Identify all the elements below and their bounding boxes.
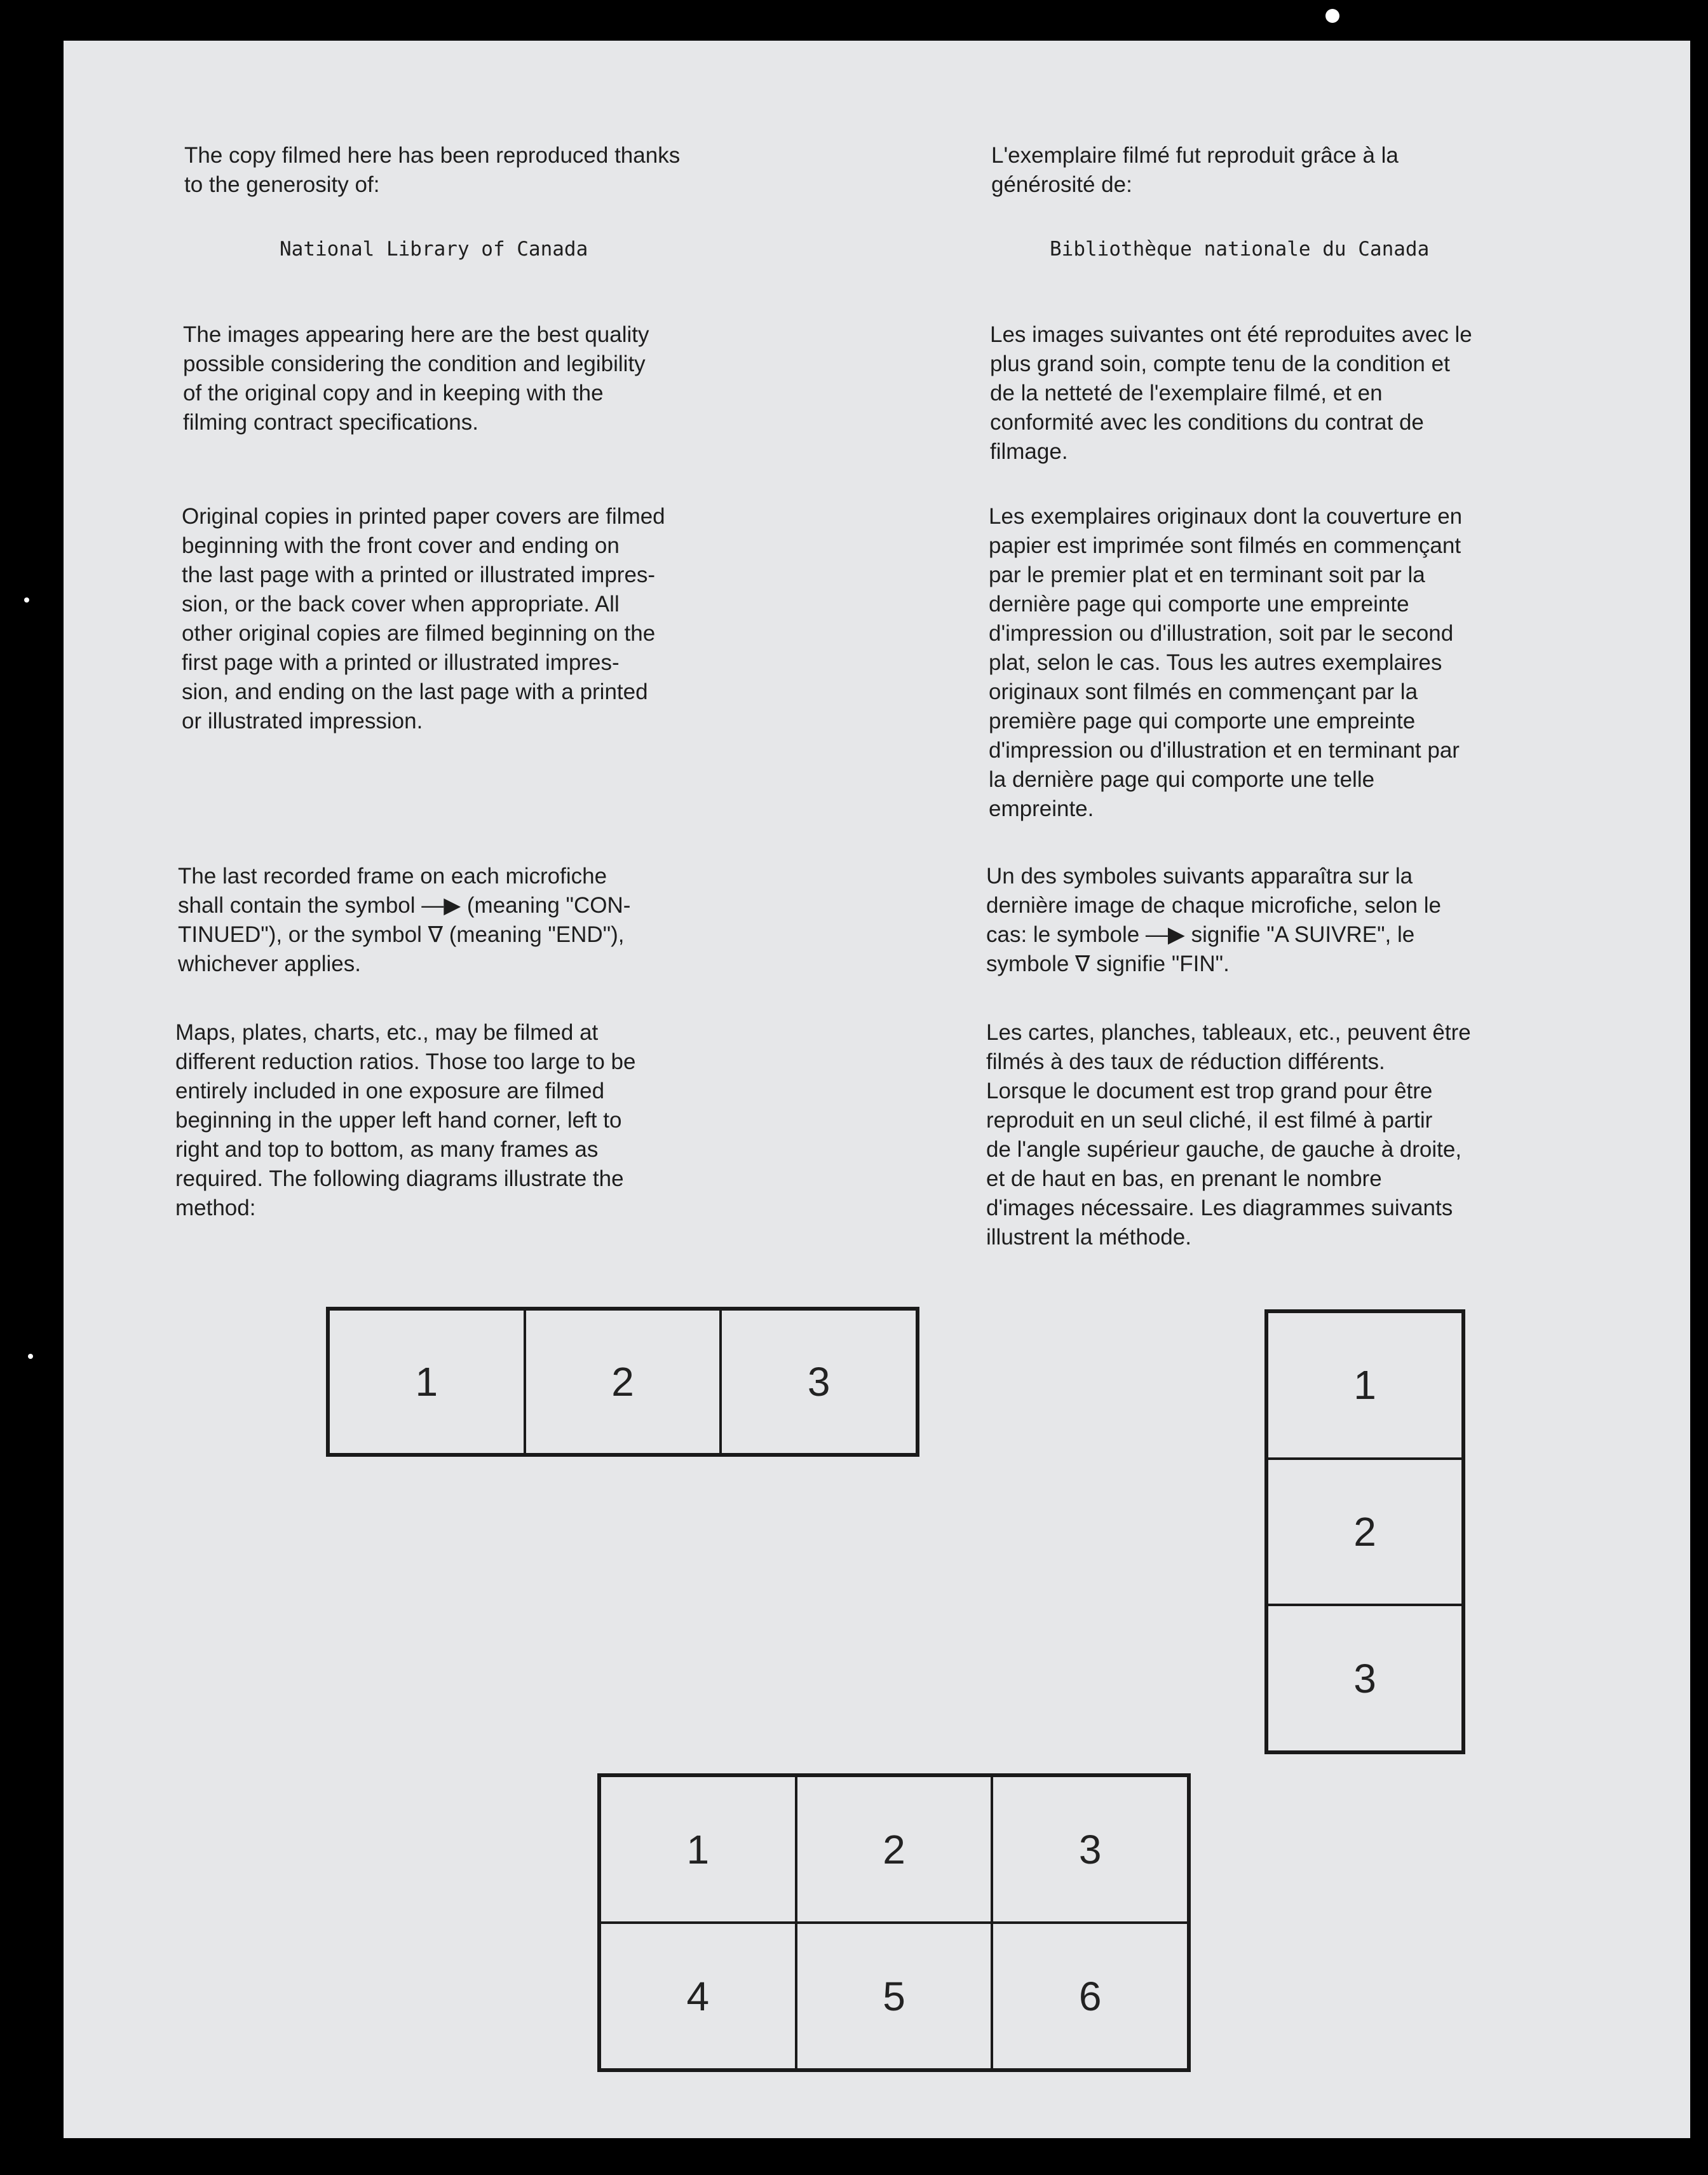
frame-cell: 2 (525, 1309, 721, 1454)
film-speck (1325, 9, 1339, 23)
frame-cell: 2 (1267, 1459, 1463, 1606)
intro-fr: L'exemplaire filmé fut reproduit grâce à la générosité de: (991, 143, 1399, 197)
intro-en: The copy filmed here has been reproduced thanks to the generosity of: (184, 143, 681, 197)
maps-en: Maps, plates, charts, etc., may be filmed at different reduction ratios. Those too large to be entirely included in one exposure are filmed beginning in the upper left hand corner, left to right and top to bottom, as many frames as required. The following diagrams illustrate the method: (175, 1020, 636, 1220)
frame-cell: 3 (992, 1776, 1188, 1923)
original-copies-en: Original copies in printed paper covers are filmed beginning with the front cover and ending on the last page with a printed or illustrated impres- sion, or the back cover when appropriate. All other original copies are filmed beginning on the first page with a printed or illustrated impres- sion, and ending on the last page with a printed or illustrated impression. (182, 504, 665, 733)
frame-cell: 3 (1267, 1605, 1463, 1752)
diagram-vertical (1264, 1309, 1465, 1754)
symbols-fr: Un des symboles suivants apparaîtra sur la dernière image de chaque microfiche, selon le cas: le symbole —▶ signifie "A SUIVRE", le symbole ∇ signifie "FIN". (986, 864, 1441, 976)
frame-cell: 5 (796, 1923, 993, 2069)
frame-cell: 1 (1267, 1312, 1463, 1459)
filming-notice-sheet (64, 41, 1690, 2138)
images-quality-fr: Les images suivantes ont été reproduites avec le plus grand soin, compte tenu de la condition et de la netteté de l'exemplaire filmé, et en conformité avec les conditions du contrat de filmage. (990, 322, 1472, 464)
diagram-grid (597, 1773, 1191, 2072)
frame-cell: 4 (600, 1923, 796, 2069)
frame-cell: 3 (721, 1309, 917, 1454)
original-copies-fr: Les exemplaires originaux dont la couverture en papier est imprimée sont filmés en commençant par le premier plat et en terminant soit par la dernière page qui comporte une empreinte d'impression ou d'illustration, soit par le second plat, selon le cas. Tous les autres exemplaires originaux sont filmés en commençant par la première page qui comporte une empreinte d'impression ou d'illustration et en terminant par la dernière page qui comporte une telle empreinte. (989, 504, 1463, 821)
images-quality-en: The images appearing here are the best quality possible considering the condition and legibility of the original copy and in keeping with the filming contract specifications. (183, 322, 649, 435)
library-name-en: National Library of Canada (280, 238, 588, 261)
diagram-horizontal (326, 1307, 919, 1457)
frame-cell: 6 (992, 1923, 1188, 2069)
symbols-en: The last recorded frame on each microfiche shall contain the symbol —▶ (meaning "CON- TINUED"), or the symbol ∇ (meaning "END"), whichever applies. (178, 864, 631, 976)
film-speck (24, 597, 29, 603)
film-speck (28, 1354, 33, 1359)
frame-cell: 1 (329, 1309, 525, 1454)
library-name-fr: Bibliothèque nationale du Canada (1050, 238, 1430, 261)
maps-fr: Les cartes, planches, tableaux, etc., peuvent être filmés à des taux de réduction différents. Lorsque le document est trop grand pour être reproduit en un seul cliché, il est filmé à partir de l'angle supérieur gauche, de gauche à droite, et de haut en bas, en prenant le nombre d'images nécessaire. Les diagrammes suivants illustrent la méthode. (986, 1020, 1471, 1250)
frame-cell: 1 (600, 1776, 796, 1923)
frame-cell: 2 (796, 1776, 993, 1923)
